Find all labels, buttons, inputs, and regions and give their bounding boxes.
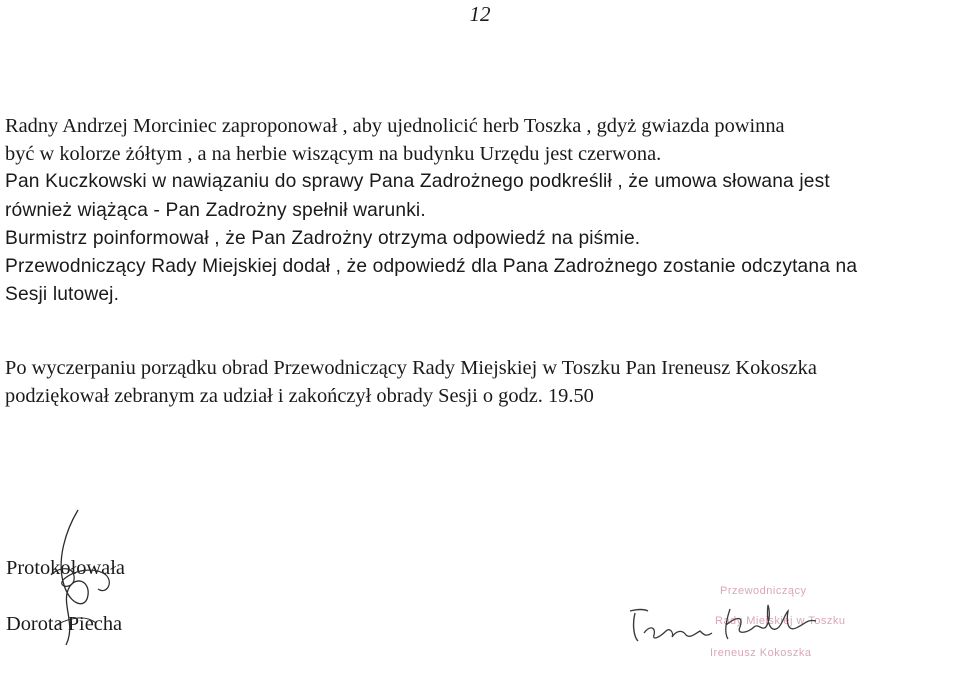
text-line: Przewodniczący Rady Miejskiej dodał , że odpowiedź dla Pana Zadrożnego zostanie odczytana na [5,256,858,278]
paragraph-closing [5,354,955,410]
stamp-line: Rady Miejskiej w Toszku [715,615,846,627]
chairman-stamp [620,575,860,670]
recorder-role: Protokołowała [6,557,125,579]
chairman-signature-icon [620,575,860,670]
text-line: również wiążąca - Pan Zadrożny spełnił warunki. [5,199,426,221]
text-line: Burmistrz poinformował , że Pan Zadrożny otrzyma odpowiedź na piśmie. [5,227,641,249]
stamp-line: Ireneusz Kokoszka [710,647,812,659]
recorder-name: Dorota Piecha [6,613,123,635]
page-number: 12 [469,2,491,26]
text-line: Sesji lutowej. [5,284,120,306]
text-line: Radny Andrzej Morciniec zaproponował , aby ujednolicić herb Toszka , gdyż gwiazda powinna [5,115,785,137]
recorder-signature-block [6,540,125,652]
handwritten-signature-icon [26,505,136,655]
stamp-line: Przewodniczący [720,585,807,597]
paragraph-discussion [5,112,955,309]
text-line: podziękował zebranym za udział i zakończył obrady Sesji o godz. 19.50 [5,385,594,408]
text-line: być w kolorze żółtym , a na herbie wiszącym na budynku Urzędu jest czerwona. [5,143,662,166]
text-line: Pan Kuczkowski w nawiązaniu do sprawy Pana Zadrożnego podkreślił , że umowa słowana jest [5,171,830,193]
text-line: Po wyczerpaniu porządku obrad Przewodniczący Rady Miejskiej w Toszku Pan Ireneusz Kokoszka [5,357,817,379]
